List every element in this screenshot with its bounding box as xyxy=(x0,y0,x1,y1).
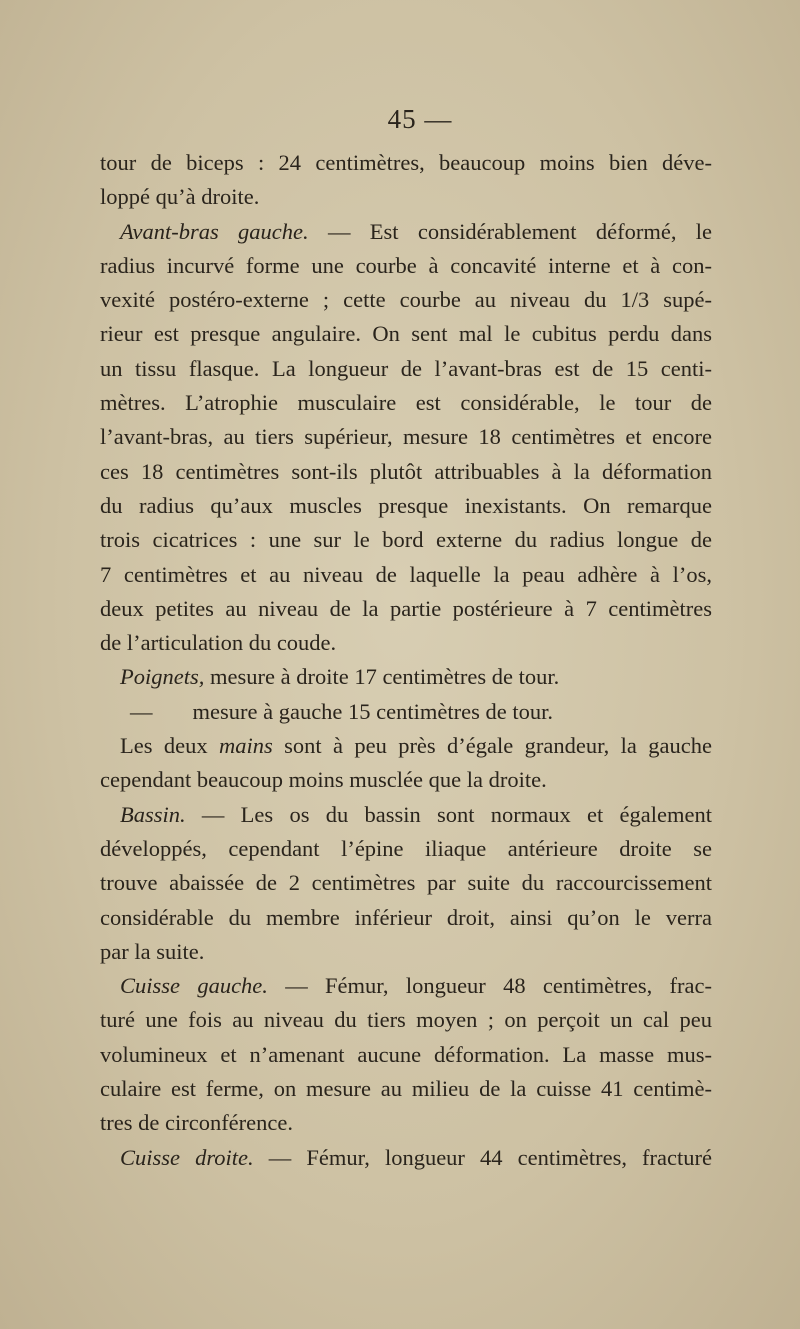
text-run: 7 centimètres et au niveau de laquelle la peau adhère à l’os, xyxy=(100,561,712,587)
text-line xyxy=(100,180,712,214)
italic-run: Poignets, xyxy=(120,664,205,690)
text-run: — Les os du bassin sont normaux et également xyxy=(185,801,712,827)
text-line xyxy=(100,832,712,866)
text-run: mètres. L’atrophie musculaire est considérable, le tour de xyxy=(100,390,712,416)
text-run: loppé qu’à droite. xyxy=(100,184,260,210)
text-run: sont à peu près d’égale grandeur, la gauche xyxy=(272,733,712,759)
text-run: mesure à droite 17 centimètres de tour. xyxy=(204,664,560,690)
text-run: radius incurvé forme une courbe à concavité interne et à con- xyxy=(100,252,712,278)
text-line xyxy=(100,695,712,729)
italic-run: Bassin. xyxy=(120,801,186,827)
text-run: un tissu flasque. La longueur de l’avant-bras est de 15 centi- xyxy=(100,355,712,381)
text-run: — xyxy=(130,698,153,724)
page-number-header: 45 — xyxy=(387,104,453,134)
text-run: cependant beaucoup moins musclée que la droite. xyxy=(100,767,547,793)
text-line xyxy=(100,592,712,626)
text-run: — Fémur, longueur 48 centimètres, frac- xyxy=(267,973,712,999)
italic-run: Avant-bras gauche. xyxy=(120,218,309,244)
text-run: Les deux xyxy=(120,733,219,759)
text-line xyxy=(100,558,712,592)
text-line xyxy=(100,523,712,557)
text-line xyxy=(100,352,712,386)
text-line xyxy=(100,729,712,763)
text-run: — Fémur, longueur 44 centimètres, fracturé xyxy=(253,1144,712,1170)
text-line xyxy=(100,763,712,797)
text-run: tres de circonférence. xyxy=(100,1110,293,1136)
text-run: considérable du membre inférieur droit, ainsi qu’on le verra xyxy=(100,904,712,930)
text-line xyxy=(100,146,712,180)
text-run: ces 18 centimètres sont-ils plutôt attribuables à la déformation xyxy=(100,458,712,484)
text-run: de l’articulation du coude. xyxy=(100,630,337,656)
body-text xyxy=(100,146,712,1175)
text-line xyxy=(100,660,712,694)
text-line xyxy=(100,935,712,969)
text-line xyxy=(100,420,712,454)
text-run: l’avant-bras, au tiers supérieur, mesure 18 centimètres et encore xyxy=(100,424,712,450)
text-line xyxy=(100,969,712,1003)
text-run: — Est considérablement déformé, le xyxy=(308,218,713,244)
text-line xyxy=(100,901,712,935)
text-run: du radius qu’aux muscles presque inexistants. On remarque xyxy=(100,492,712,518)
italic-run: Cuisse gauche. xyxy=(120,973,268,999)
text-line xyxy=(100,489,712,523)
text-line xyxy=(100,1003,712,1037)
text-run: mesure à gauche 15 centimètres de tour. xyxy=(192,698,553,724)
text-line xyxy=(100,1072,712,1106)
text-line xyxy=(100,455,712,489)
text-run: volumineux et n’amenant aucune déformation. La masse mus- xyxy=(100,1041,712,1067)
text-line xyxy=(100,283,712,317)
text-line xyxy=(100,215,712,249)
text-line xyxy=(100,866,712,900)
text-line xyxy=(100,1141,712,1175)
text-run: par la suite. xyxy=(100,938,205,964)
italic-run: Cuisse droite. xyxy=(120,1144,254,1170)
text-run: turé une fois au niveau du tiers moyen ; on perçoit un cal peu xyxy=(100,1007,712,1033)
text-run: vexité postéro-externe ; cette courbe au niveau du 1/3 supé- xyxy=(100,287,712,313)
text-run: tour de biceps : 24 centimètres, beaucoup moins bien déve- xyxy=(100,150,712,175)
text-run: deux petites au niveau de la partie postérieure à 7 centimètres xyxy=(100,595,712,621)
text-run: culaire est ferme, on mesure au milieu de la cuisse 41 centimè- xyxy=(100,1076,712,1102)
text-line xyxy=(100,798,712,832)
text-line xyxy=(100,249,712,283)
text-line xyxy=(100,1106,712,1140)
text-run: trouve abaissée de 2 centimètres par suite du raccourcissement xyxy=(100,870,712,896)
text-line xyxy=(100,386,712,420)
text-line xyxy=(100,317,712,351)
text-line xyxy=(100,626,712,660)
text-line xyxy=(100,1038,712,1072)
text-run: rieur est presque angulaire. On sent mal le cubitus perdu dans xyxy=(100,321,712,347)
italic-run: mains xyxy=(218,733,273,759)
text-run: développés, cependant l’épine iliaque antérieure droite se xyxy=(100,835,712,861)
text-run: trois cicatrices : une sur le bord externe du radius longue de xyxy=(100,527,712,553)
